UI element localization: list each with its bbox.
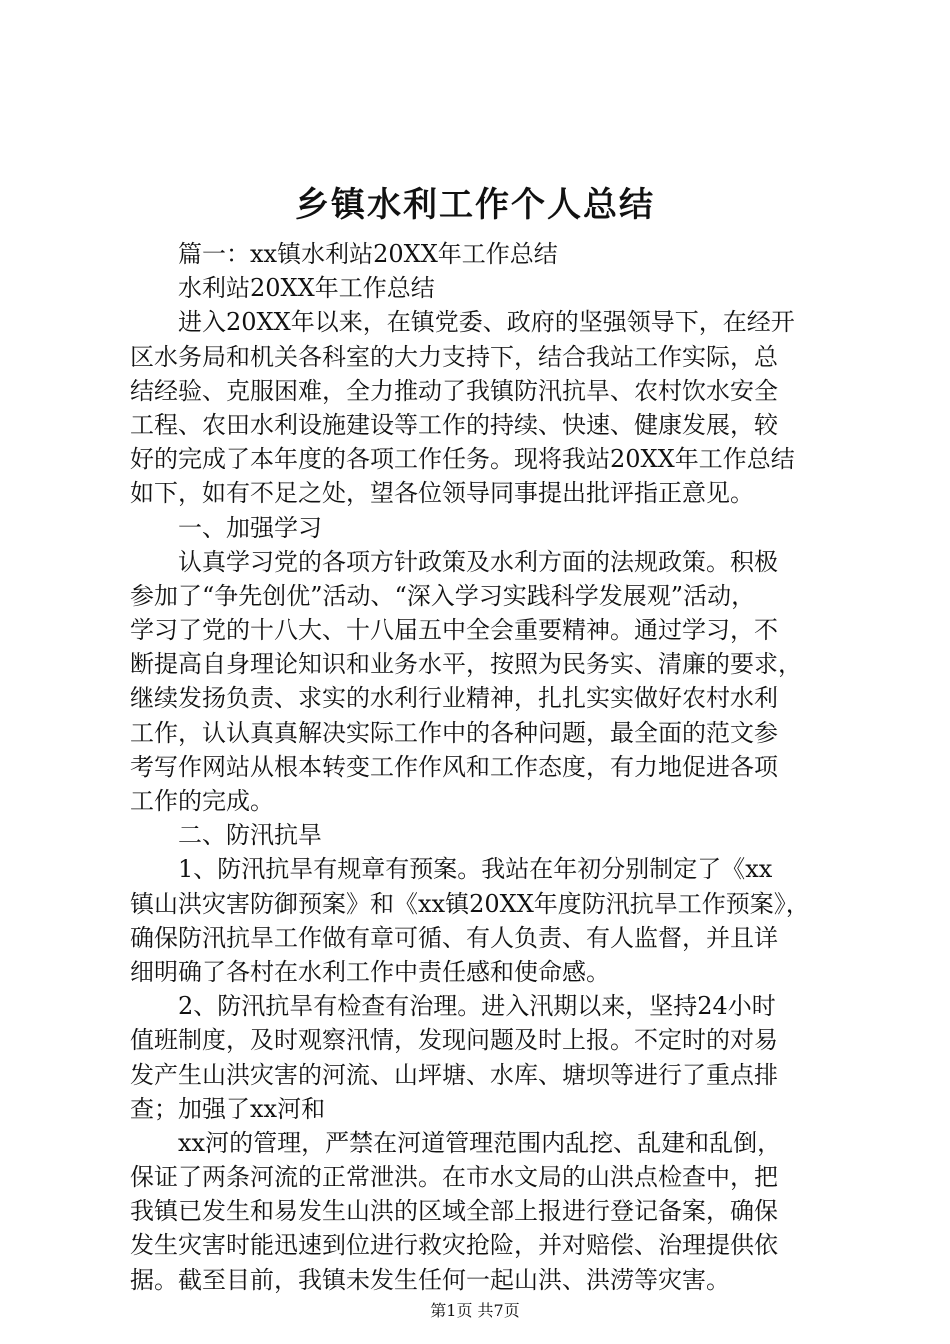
text-line: 二、防汛抗旱 [178, 821, 322, 850]
text-line: 工作的完成。 [130, 787, 274, 815]
page-footer: 第1页 共7页 [430, 1301, 520, 1320]
document-title: 乡镇水利工作个人总结 [295, 185, 655, 225]
text-line: 我镇已发生和易发生山洪的区域全部上报进行登记备案，确保 [130, 1197, 778, 1226]
text-line: 发生灾害时能迅速到位进行救灾抢险，并对赔偿、治理提供依 [130, 1231, 778, 1260]
text-line: 细明确了各村在水利工作中责任感和使命感。 [130, 957, 610, 986]
text-line: 认真学习党的各项方针政策及水利方面的法规政策。积极 [178, 547, 778, 576]
text-line: 保证了两条河流的正常泄洪。在市水文局的山洪点检查中，把 [130, 1163, 778, 1192]
text-line: 值班制度，及时观察汛情，发现问题及时上报。不定时的对易 [130, 1026, 778, 1055]
text-line: 查；加强了xx河和 [130, 1094, 326, 1123]
text-line: 2、防汛抗旱有检查有治理。进入汛期以来，坚持24小时 [178, 992, 776, 1021]
text-line: 水利站20XX年工作总结 [178, 274, 435, 303]
text-line: 工程、农田水利设施建设等工作的持续、快速、健康发展，较 [130, 410, 778, 439]
text-line: 结经验、克服困难，全力推动了我镇防汛抗旱、农村饮水安全 [130, 376, 778, 405]
text-line: 考写作网站从根本转变工作作风和工作态度，有力地促进各项 [130, 752, 778, 781]
text-line: 继续发扬负责、求实的水利行业精神，扎扎实实做好农村水利 [130, 684, 778, 713]
text-line: 学习了党的十八大、十八届五中全会重要精神。通过学习，不 [130, 616, 778, 645]
text-line: 工作，认认真真解决实际工作中的各种问题，最全面的范文参 [130, 718, 778, 747]
text-line: 如下，如有不足之处，望各位领导同事提出批评指正意见。 [130, 479, 754, 508]
text-line: 一、加强学习 [178, 513, 322, 542]
text-line: 好的完成了本年度的各项工作任务。现将我站20XX年工作总结 [130, 445, 795, 474]
text-line: 据。截至目前，我镇未发生任何一起山洪、洪涝等灾害。 [130, 1265, 730, 1294]
text-line: 镇山洪灾害防御预案》和《xx镇20XX年度防汛抗旱工作预案》， [130, 889, 810, 918]
text-line: 确保防汛抗旱工作做有章可循、有人负责、有人监督，并且详 [130, 923, 778, 952]
text-line: xx河的管理，严禁在河道管理范围内乱挖、乱建和乱倒， [178, 1128, 782, 1157]
text-line: 篇一：xx镇水利站20XX年工作总结 [178, 240, 558, 268]
text-line: 1、防汛抗旱有规章有预案。我站在年初分别制定了《xx [178, 855, 773, 884]
text-line: 发产生山洪灾害的河流、山坪塘、水库、塘坝等进行了重点排 [130, 1060, 778, 1089]
text-line: 断提高自身理论知识和业务水平，按照为民务实、清廉的要求， [130, 650, 802, 679]
text-line: 进入20XX年以来，在镇党委、政府的坚强领导下，在经开 [178, 308, 795, 337]
text-line: 参加了“争先创优”活动、“深入学习实践科学发展观”活动， [130, 581, 756, 610]
document-body [130, 237, 830, 1297]
text-line: 区水务局和机关各科室的大力支持下，结合我站工作实际，总 [130, 342, 778, 371]
